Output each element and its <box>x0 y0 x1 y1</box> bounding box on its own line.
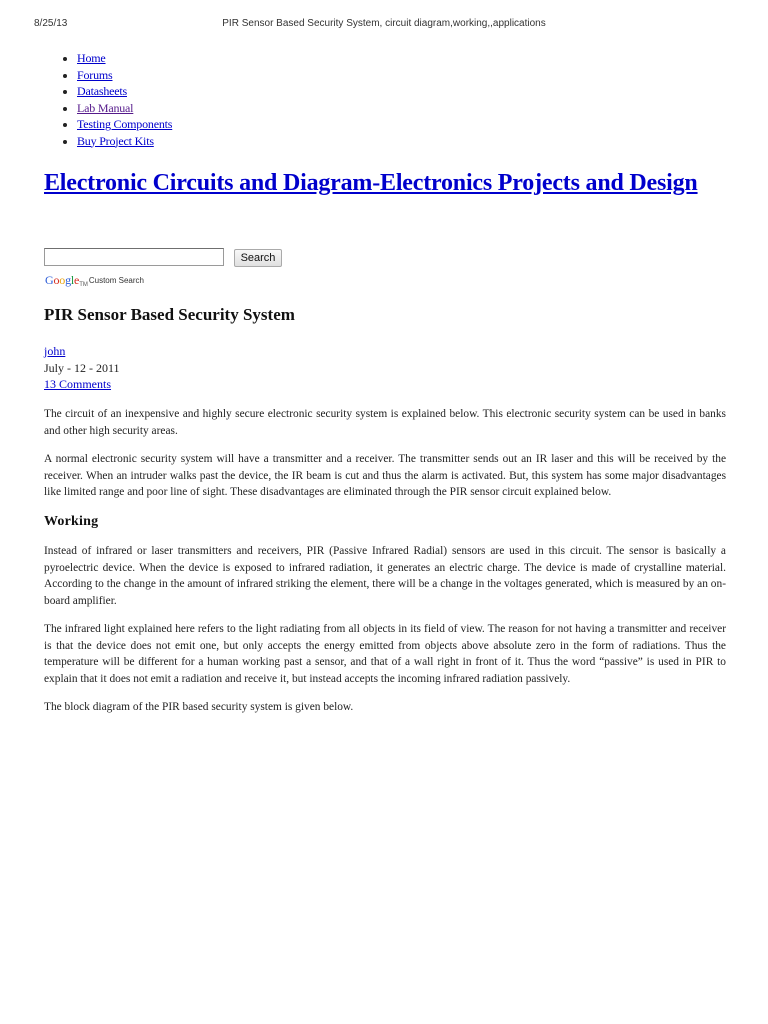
paragraph-infrared-light: The infrared light explained here refers to the light radiating from all objects in its field of view. The reason for not having a transmitter and receiver is that the device does not emit one, but only accepts the energy emitted from objects above absolute zero in the form of radiations. Thus the temperature will be different for a human working past a sensor, and that of a wall right in front of it. Thus the word “passive” is used in PIR to explain that it does not emit a radiation and receive it, but instead accepts the incoming infrared radiation passively. <box>44 623 726 685</box>
post-date: July - 12 - 2011 <box>44 360 120 375</box>
paragraph-block-diagram: The block diagram of the PIR based security system is given below. <box>44 701 354 713</box>
post-title: PIR Sensor Based Security System <box>44 305 295 324</box>
site-title-link[interactable]: Electronic Circuits and Diagram-Electronics Projects and Design <box>44 170 698 196</box>
print-header <box>34 18 734 32</box>
google-logo: Google <box>45 273 80 287</box>
print-date: 8/25/13 <box>34 18 68 29</box>
nav-item-datasheets <box>77 83 172 100</box>
paragraph-normal-system: A normal electronic security system will have a transmitter and a receiver. The transmitter sends out an IR laser and this will be received by the receiver. When an intruder walks past the device, the IR beam is cut and thus the alarm is activated. But, this system has some major disadvantages like limited range and poor line of sight. These disadvantages are eliminated through the PIR sensor circuit explained below. <box>44 453 726 498</box>
custom-search-branding <box>45 272 144 288</box>
paragraph-pir-sensor: Instead of infrared or laser transmitters and receivers, PIR (Passive Infrared Radial) sensors are used in this circuit. The sensor is basically a pyroelectric device. When the device is exposed to infrared radiation, it generates an electric charge. The device is made of crystalline material. According to the change in the amount of infrared striking the element, there will be a change in the voltages generated, which is measured by an on-board amplifier. <box>44 545 726 607</box>
comments-link[interactable]: 13 Comments <box>44 377 112 391</box>
paragraph-intro: The circuit of an inexpensive and highly secure electronic security system is explained below. This electronic security system can be used in banks and other high security areas. <box>44 408 726 437</box>
search-input[interactable] <box>44 248 224 266</box>
custom-search-label: Custom Search <box>88 276 144 285</box>
nav-link-forums[interactable]: Forums <box>77 67 113 82</box>
nav-item-buy-project-kits <box>77 133 172 150</box>
post-content <box>44 406 726 728</box>
nav-link-buy-project-kits[interactable]: Buy Project Kits <box>77 133 154 148</box>
author-link[interactable]: john <box>44 344 66 358</box>
nav-link-lab-manual[interactable]: Lab Manual <box>77 100 134 115</box>
main-nav <box>58 50 172 149</box>
nav-link-datasheets[interactable]: Datasheets <box>77 84 127 98</box>
nav-item-forums <box>77 67 172 84</box>
print-page-title: PIR Sensor Based Security System, circuit diagram,working,,applications <box>222 18 546 29</box>
heading-working: Working <box>44 513 99 529</box>
nav-item-lab-manual <box>77 100 172 117</box>
nav-item-testing-components <box>77 116 172 133</box>
search-button[interactable]: Search <box>234 249 282 267</box>
post-meta <box>44 343 120 393</box>
nav-link-testing-components[interactable]: Testing Components <box>77 117 173 131</box>
nav-item-home <box>77 50 172 67</box>
nav-link-home[interactable]: Home <box>77 51 106 65</box>
site-title <box>44 168 734 198</box>
trademark-mark: TM <box>79 282 88 288</box>
